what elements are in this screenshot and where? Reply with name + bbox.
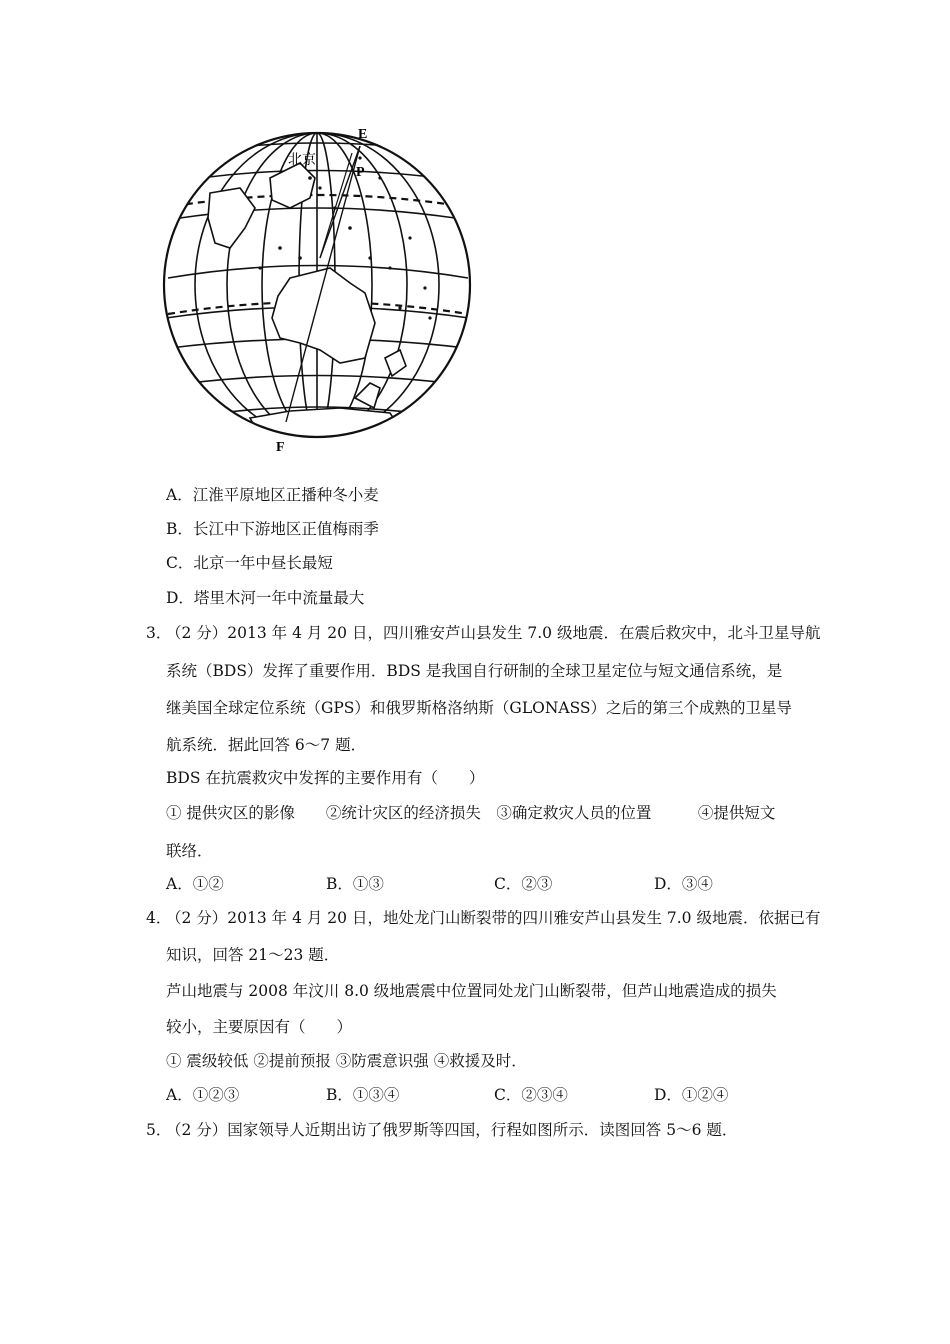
q2-option-c: C．北京一年中昼长最短 <box>166 554 333 572</box>
q4-option-d: D．①②④ <box>654 1086 729 1104</box>
q3-option-a: A．①② <box>166 875 224 893</box>
q2-option-a: A．江淮平原地区正播种冬小麦 <box>166 486 379 504</box>
line-p <box>320 153 352 258</box>
label-p: P <box>356 165 365 180</box>
q3-option-d: D．③④ <box>654 875 713 893</box>
label-beijing: 北京 <box>288 152 316 168</box>
q3-option-b: B．①③ <box>326 875 384 893</box>
q4-line-4: 较小，主要原因有（ ） <box>166 1018 353 1036</box>
q2-option-b: B．长江中下游地区正值梅雨季 <box>166 520 379 538</box>
label-f: F <box>276 440 285 455</box>
q4-option-b: B．①③④ <box>326 1086 400 1104</box>
q3-line-7: 联络． <box>166 842 213 860</box>
globe-figure <box>160 118 490 458</box>
q5-number: 5． <box>146 1121 172 1139</box>
label-e: E <box>358 127 368 142</box>
q3-line-3: 继美国全球定位系统（GPS）和俄罗斯格洛纳斯（GLONASS）之后的第三个成熟的卫星导 <box>166 699 793 717</box>
q3-option-c: C．②③ <box>494 875 553 893</box>
q5-line-1: （2 分）国家领导人近期出访了俄罗斯等四国，行程如图所示．读图回答 5～6 题． <box>166 1121 738 1139</box>
q3-line-2: 系统（BDS）发挥了重要作用．BDS 是我国自行研制的全球卫星定位与短文通信系统，是 <box>166 662 783 680</box>
q3-line-5: BDS 在抗震救灾中发挥的主要作用有（ ） <box>166 769 485 787</box>
q4-line-5: ① 震级较低 ②提前预报 ③防震意识强 ④救援及时． <box>166 1052 527 1070</box>
q3-number: 3． <box>146 624 172 642</box>
q4-line-1: （2 分）2013 年 4 月 20 日，地处龙门山断裂带的四川雅安芦山县发生 7.0 级地震．依据已有 <box>166 909 821 927</box>
q4-number: 4． <box>146 909 172 927</box>
q2-option-d: D．塔里木河一年中流量最大 <box>166 589 365 607</box>
line-e-center <box>320 146 360 258</box>
landmass <box>208 163 406 438</box>
q4-line-2: 知识，回答 21～23 题． <box>166 946 340 964</box>
q3-line-4: 航系统．据此回答 6～7 题． <box>166 736 367 754</box>
q4-option-a: A．①②③ <box>166 1086 240 1104</box>
q4-line-3: 芦山地震与 2008 年汶川 8.0 级地震震中位置同处龙门山断裂带，但芦山地震造成的损失 <box>166 982 777 1000</box>
q3-line-6: ① 提供灾区的影像 ②统计灾区的经济损失 ③确定救灾人员的位置 ④提供短文 <box>166 804 776 822</box>
q4-option-c: C．②③④ <box>494 1086 568 1104</box>
q3-line-1: （2 分）2013 年 4 月 20 日，四川雅安芦山县发生 7.0 级地震．在震后救灾中，北斗卫星导航 <box>166 624 821 642</box>
